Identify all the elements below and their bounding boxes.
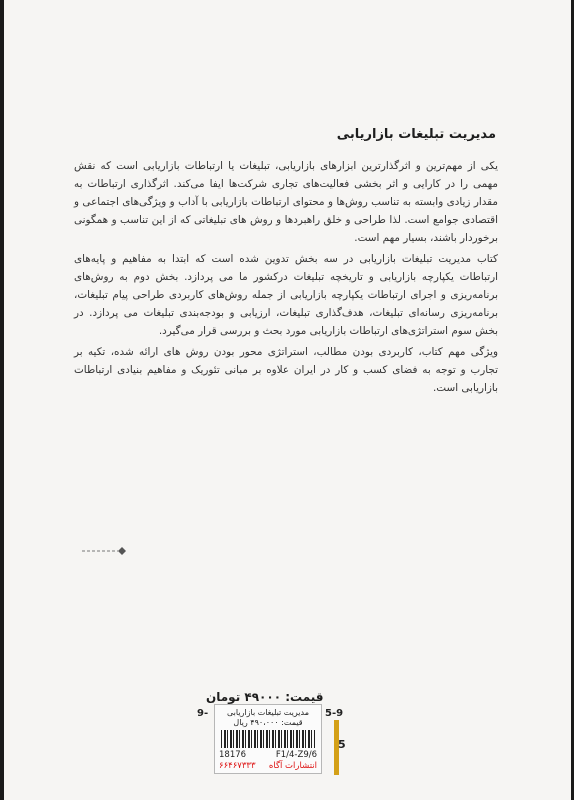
sticker-code-left: 18176 xyxy=(219,750,247,760)
ornament-icon xyxy=(80,545,126,557)
sticker-publisher: انتشارات آگاه xyxy=(268,761,317,771)
description xyxy=(74,157,498,400)
sticker-price: قیمت: ۴۹۰،۰۰۰ ریال xyxy=(233,718,303,727)
sticker-publisher-row xyxy=(219,761,317,771)
isbn-fragment-right: 5-9 xyxy=(325,708,344,719)
book-title: مدیریت تبلیغات بازاریابی xyxy=(336,127,496,142)
sticker-code-right: F1/4-Z9/6 xyxy=(275,750,317,760)
sticker-phone: ۶۶۴۶۷۳۳۳ xyxy=(219,761,256,771)
spine-mark: 5 xyxy=(338,738,346,751)
price-label: قیمت: ۴۹۰۰۰ تومان xyxy=(206,690,324,704)
paragraph-3: ویژگی مهم کتاب، کاربردی بودن مطالب، استراتژی محور بودن روش های ارائه شده، تکیه بر تجارب و توجه به فضای کسب و کار در ایران علاوه بر مبانی تئوریک و مفاهیم بنیادی ارتباطات بازاریابی است. xyxy=(74,346,498,394)
barcode xyxy=(221,730,315,748)
paragraph-1: یکی از مهم‌ترین و اثرگذارترین ابزارهای بازاریابی، تبلیغات یا ارتباطات بازاریابی است که نقش مهمی را در کارایی و اثر بخشی فعالیت‌های تجاری شرکت‌ها ایفا می‌کند. اثرگذاری ارتباطات به مقدار زیادی وابسته به تناسب روش‌ها و محتوای ارتباطات بازاریابی با آداب و ویژگی‌های اجتماعی و اقتصادی جوامع است. لذا طراحی و خلق راهبردها و روش های تبلیغاتی که از این تناسب و همگونی برخوردار باشند، بسیار مهم است. xyxy=(74,160,498,244)
sticker-title: مدیریت تبلیغات بازاریابی xyxy=(227,708,309,717)
isbn-fragment-left: 9- xyxy=(197,708,209,719)
paragraph-2: کتاب مدیریت تبلیغات بازاریابی در سه بخش تدوین شده است که ابتدا به مفاهیم و پایه‌های ارتباطات یکپارچه بازاریابی و تاریخچه تبلیغات درکشور ما می پردازد. بخش دوم به روش‌های برنامه‌ریزی و اجرای ارتباطات یکپارچه بازاریابی از جمله روش‌های کاربردی طراحی پیام تبلیغات، برنامه‌ریزی رسانه‌ای تبلیغات، هدف‌گذاری تبلیغات، ارزیابی و بودجه‌بندی تبلیغات می پردازد. در بخش سوم استراتژی‌های ارتباطات بازاریابی مورد بحث و بررسی قرار می‌گیرد. xyxy=(74,253,498,337)
sticker-code-row xyxy=(219,750,317,760)
price-sticker xyxy=(214,704,322,774)
